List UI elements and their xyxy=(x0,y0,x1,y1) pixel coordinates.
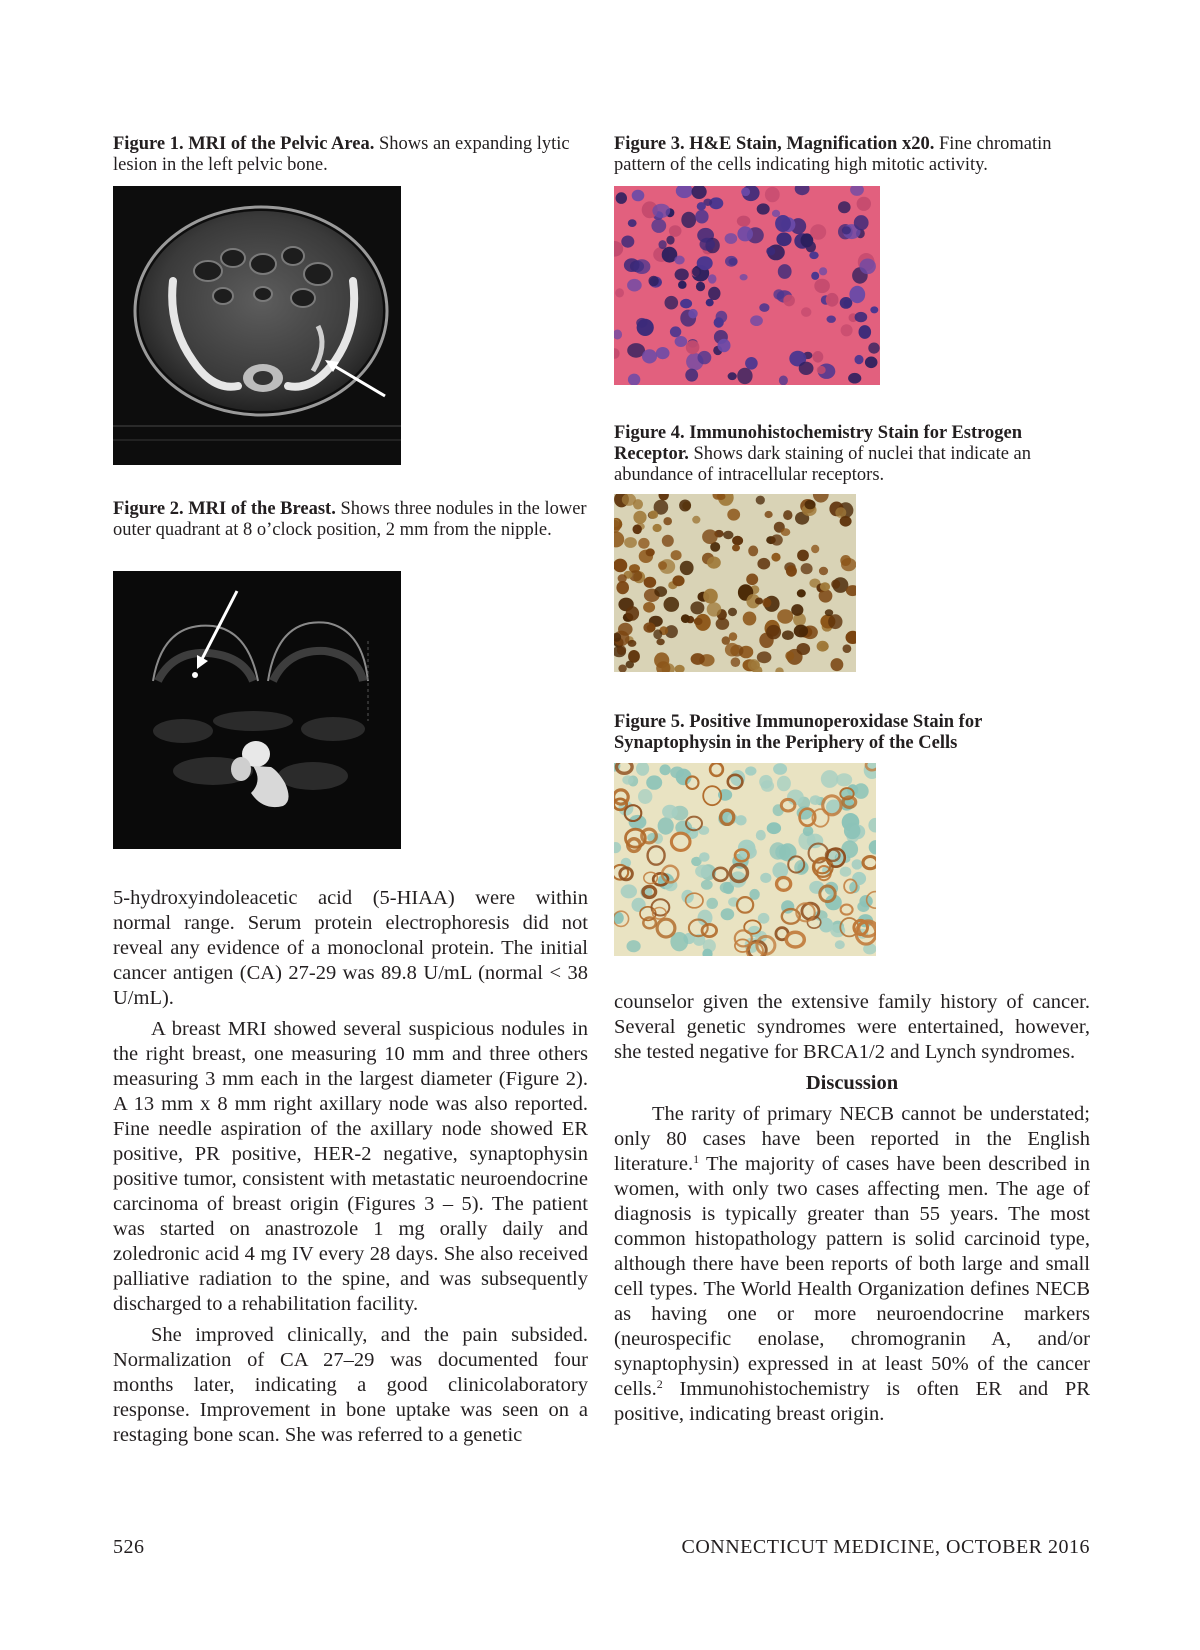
micrograph-cell xyxy=(794,625,808,638)
micrograph-cell xyxy=(652,204,670,218)
micrograph-cell xyxy=(775,215,791,232)
micrograph-cell xyxy=(813,351,824,363)
micrograph-cell xyxy=(782,630,794,640)
micrograph-cell xyxy=(757,203,770,214)
micrograph-cell xyxy=(638,538,649,549)
micrograph-cell xyxy=(621,236,634,248)
micrograph-cell xyxy=(638,789,652,804)
figure-4-er-stain xyxy=(614,494,856,672)
micrograph-cell xyxy=(781,528,791,536)
micrograph-cell xyxy=(761,780,774,792)
micrograph-cell xyxy=(659,240,667,249)
micrograph-cell xyxy=(723,531,733,539)
figure-3-caption xyxy=(614,134,1090,176)
micrograph-cell xyxy=(646,775,662,789)
micrograph-cell xyxy=(807,834,824,849)
right-paragraph-2 xyxy=(614,1102,1090,1427)
micrograph-cell xyxy=(773,763,787,775)
micrograph-cell xyxy=(819,567,828,575)
micrograph-cell xyxy=(671,550,682,560)
micrograph-cell xyxy=(616,581,629,594)
micrograph-cell xyxy=(783,295,795,307)
micrograph-cell xyxy=(855,355,864,364)
micrograph-cell xyxy=(743,612,757,626)
micrograph-cell xyxy=(624,537,637,548)
micrograph-cell xyxy=(817,366,826,374)
micrograph-cell xyxy=(756,830,766,841)
micrograph-cell xyxy=(649,511,658,519)
micrograph-cell xyxy=(708,287,720,300)
micrograph-cell xyxy=(695,865,711,878)
micrograph-cell xyxy=(857,197,871,211)
micrograph-cell xyxy=(697,202,706,210)
micrograph-cell xyxy=(770,842,787,859)
micrograph-cell xyxy=(776,232,791,246)
micrograph-cell xyxy=(801,307,811,317)
micrograph-cell xyxy=(741,188,750,197)
micrograph-cell xyxy=(633,499,643,509)
micrograph-cell xyxy=(840,867,852,877)
micrograph-cell xyxy=(854,215,869,230)
micrograph-cell xyxy=(643,602,655,613)
micrograph-cell xyxy=(759,303,769,312)
micrograph-cell xyxy=(627,279,642,292)
micrograph-cell xyxy=(771,553,780,562)
micrograph-cell xyxy=(727,509,740,521)
micrograph-cell xyxy=(865,357,878,369)
micrograph-cell xyxy=(633,511,646,524)
micrograph-cell xyxy=(760,873,771,883)
micrograph-cell xyxy=(746,574,758,586)
micrograph-cell xyxy=(628,650,640,663)
micrograph-cell xyxy=(737,368,752,384)
figure-1-pelvic-mri xyxy=(113,186,401,465)
micrograph-cell xyxy=(692,516,700,524)
micrograph-cell xyxy=(801,563,813,574)
micrograph-cell xyxy=(820,582,830,591)
micrograph-cell xyxy=(766,625,781,639)
micrograph-cell xyxy=(748,659,760,670)
micrograph-cell xyxy=(643,622,655,632)
right-paragraph-1: counselor given the extensive family history of cancer. Several genetic syndromes were entertained, however, she tested negative for BRCA1/2 and Lynch syndromes. xyxy=(614,991,1090,1063)
micrograph-cell xyxy=(690,601,704,614)
micrograph-cell xyxy=(758,913,770,924)
micrograph-cell xyxy=(748,546,758,557)
micrograph-cell xyxy=(805,500,816,510)
micrograph-cell xyxy=(870,306,878,313)
micrograph-cell xyxy=(809,252,818,260)
figure-4-text: Shows dark staining of nuclei that indicate an abundance of intracellular receptors. xyxy=(614,444,1032,485)
micrograph-cell xyxy=(810,795,821,805)
left-paragraph-1: 5-hydroxyindoleacetic acid (5-HIAA) were within normal range. Serum protein electrophoresis did not reveal any evidence of a monoclonal protein. The initial cancer antigen (CA) 27-29 was 89.8 U/mL (normal < 38 U/mL). xyxy=(113,887,588,1009)
micrograph-cell xyxy=(672,575,684,586)
figure-3-he-stain xyxy=(614,186,880,385)
micrograph-cell xyxy=(624,258,640,272)
micrograph-cell xyxy=(680,299,692,309)
micrograph-cell xyxy=(778,264,792,279)
micrograph-cell xyxy=(688,309,697,319)
micrograph-cell xyxy=(662,805,678,819)
micrograph-cell xyxy=(633,525,642,535)
reference-1: 1 xyxy=(693,1152,700,1166)
micrograph-cell xyxy=(868,343,879,354)
micrograph-cell xyxy=(722,636,730,645)
micrograph-cell xyxy=(675,336,688,347)
micrograph-cell xyxy=(810,224,826,239)
micrograph-cell xyxy=(745,766,756,775)
micrograph-cell xyxy=(648,276,658,286)
micrograph-cell xyxy=(706,898,718,909)
micrograph-cell xyxy=(698,351,712,364)
micrograph-cell xyxy=(725,643,739,657)
micrograph-cell xyxy=(799,362,814,375)
micrograph-cell xyxy=(663,517,672,525)
micrograph-cell xyxy=(836,773,852,786)
micrograph-cell xyxy=(725,233,738,244)
micrograph-cell xyxy=(729,632,737,641)
micrograph-cell xyxy=(740,274,748,280)
micrograph-cell xyxy=(658,817,674,834)
micrograph-cell xyxy=(617,645,626,655)
micrograph-cell xyxy=(669,225,682,237)
micrograph-cell xyxy=(849,286,865,303)
right-body-text xyxy=(614,990,1090,1433)
micrograph-cell xyxy=(718,339,731,352)
micrograph-cell xyxy=(725,256,738,267)
micrograph-cell xyxy=(831,658,844,671)
micrograph-cell xyxy=(696,282,705,292)
micrograph-cell xyxy=(840,297,853,309)
micrograph-cell xyxy=(615,288,624,297)
micrograph-cell xyxy=(728,608,737,616)
micrograph-cell xyxy=(819,267,827,275)
micrograph-cell xyxy=(728,372,737,380)
micrograph-cell xyxy=(791,604,803,616)
micrograph-cell xyxy=(629,815,647,829)
micrograph-cell xyxy=(707,557,721,569)
micrograph-cell xyxy=(656,347,670,359)
micrograph-cell xyxy=(732,544,740,551)
micrograph-cell xyxy=(838,201,851,213)
figure-4-caption xyxy=(614,423,1090,486)
micrograph-cell xyxy=(852,872,866,885)
micrograph-cell xyxy=(626,606,639,621)
micrograph-cell xyxy=(675,269,689,281)
figure-2-caption xyxy=(113,499,588,541)
micrograph-cell xyxy=(842,226,851,234)
micrograph-cell xyxy=(785,651,794,661)
micrograph-cell xyxy=(732,536,743,546)
micrograph-cell xyxy=(817,641,829,652)
left-body-text xyxy=(113,886,588,1454)
micrograph-cell xyxy=(819,589,833,602)
micrograph-cell xyxy=(783,510,792,520)
micrograph-cell xyxy=(646,548,655,556)
micrograph-cell xyxy=(653,524,662,532)
micrograph-cell xyxy=(658,561,667,570)
micrograph-cell xyxy=(644,577,657,588)
figure-5-synaptophysin-stain xyxy=(614,763,876,956)
discussion-text-a: The rarity of primary NECB cannot be understated; only 80 cases have been reported in the English literature. xyxy=(614,1103,1090,1175)
micrograph-cell xyxy=(686,340,700,354)
micrograph-cell xyxy=(848,373,861,384)
micrograph-cell xyxy=(681,614,690,623)
micrograph-cell xyxy=(777,776,791,791)
discussion-heading: Discussion xyxy=(805,1072,899,1094)
micrograph-cell xyxy=(821,770,839,788)
micrograph-cell xyxy=(664,597,680,612)
micrograph-cell xyxy=(841,558,856,571)
micrograph-cell xyxy=(702,529,718,544)
micrograph-cell xyxy=(757,651,772,663)
micrograph-cell xyxy=(855,312,868,322)
micrograph-cell xyxy=(797,550,809,562)
micrograph-cell xyxy=(618,574,627,583)
micrograph-cell xyxy=(772,210,780,217)
micrograph-cell xyxy=(618,623,633,636)
micrograph-cell xyxy=(707,602,722,616)
micrograph-cell xyxy=(662,535,674,547)
micrograph-cell xyxy=(622,775,633,784)
micrograph-cell xyxy=(651,219,666,233)
micrograph-cell xyxy=(637,319,654,336)
micrograph-cell xyxy=(681,212,696,228)
micrograph-cell xyxy=(830,924,845,937)
micrograph-cell xyxy=(632,898,646,912)
micrograph-cell xyxy=(841,324,853,336)
micrograph-cell xyxy=(779,376,788,386)
micrograph-cell xyxy=(685,369,698,382)
micrograph-cell xyxy=(654,586,667,597)
micrograph-cell xyxy=(826,293,839,307)
figure-5-caption xyxy=(614,712,1090,754)
journal-footer: CONNECTICUT MEDICINE, OCTOBER 2016 xyxy=(681,1536,1090,1558)
micrograph-cell xyxy=(692,267,701,277)
micrograph-cell xyxy=(653,629,662,639)
left-paragraph-2: A breast MRI showed several suspicious nodules in the right breast, one measuring 10 mm and three others measuring 3 mm each in the largest diameter (Figure 2). A 13 mm x 8 mm right axillary node was also reported. Fine needle aspiration of the axillary node showed ER positive, PR positive, HER-2 negative, synaptophysin positive tumor, consistent with metastatic neuroendocrine carcinoma of breast origin (Figures 3 – 5). The patient was started on anastrozole 1 mg orally daily and zoledronic acid 4 mg IV every 28 days. She also received palliative radiation to the spine, and was subsequently discharged to a rehabilitation facility. xyxy=(113,1018,588,1315)
micrograph-cell xyxy=(737,226,753,241)
micrograph-cell xyxy=(827,316,836,323)
micrograph-cell xyxy=(767,822,781,834)
micrograph-cell xyxy=(840,516,852,527)
micrograph-cell xyxy=(700,238,716,251)
micrograph-cell xyxy=(699,852,710,861)
micrograph-cell xyxy=(703,589,718,604)
micrograph-cell xyxy=(765,511,773,518)
figure-1-text: Shows an expanding lytic lesion in the left pelvic bone. xyxy=(113,134,570,175)
micrograph-cell xyxy=(628,640,637,647)
micrograph-cell xyxy=(621,884,637,898)
micrograph-cell xyxy=(773,289,784,299)
micrograph-cell xyxy=(665,296,679,310)
micrograph-cell xyxy=(680,561,694,575)
micrograph-cell xyxy=(844,823,861,840)
micrograph-cell xyxy=(831,580,840,589)
micrograph-cell xyxy=(679,500,691,512)
micrograph-cell xyxy=(814,279,830,293)
micrograph-cell xyxy=(828,614,842,629)
micrograph-cell xyxy=(859,325,872,339)
micrograph-cell xyxy=(706,299,714,307)
micrograph-cell xyxy=(642,349,657,363)
micrograph-cell xyxy=(737,216,751,227)
micrograph-cell xyxy=(660,764,671,775)
figure-4-label: Figure 4. Immunohistochemistry Stain for Estrogen Receptor. xyxy=(614,423,1023,464)
micrograph-cell xyxy=(674,256,684,265)
micrograph-cell xyxy=(811,272,819,280)
micrograph-cell xyxy=(811,545,819,553)
figure-2-breast-mri xyxy=(113,571,401,849)
micrograph-cell xyxy=(797,643,811,655)
figure-3-label: Figure 3. H&E Stain, Magnification x20. xyxy=(614,134,935,154)
figure-1-label: Figure 1. MRI of the Pelvic Area. xyxy=(113,134,375,154)
micrograph-cell xyxy=(757,558,770,570)
micrograph-cell xyxy=(656,639,664,646)
micrograph-cell xyxy=(666,236,674,245)
micrograph-cell xyxy=(731,657,741,667)
micrograph-cell xyxy=(616,192,627,204)
micrograph-cell xyxy=(678,281,687,289)
micrograph-cell xyxy=(716,311,728,323)
figure-3-text: Fine chromatin pattern of the cells indicating high mitotic activity. xyxy=(614,134,1052,175)
figure-1-caption xyxy=(113,134,588,176)
micrograph-cell xyxy=(777,609,793,623)
micrograph-cell xyxy=(701,880,713,890)
micrograph-cell xyxy=(765,187,780,202)
micrograph-cell xyxy=(628,219,637,227)
micrograph-cell xyxy=(797,589,806,597)
micrograph-cell xyxy=(708,274,717,283)
micrograph-cell xyxy=(695,210,708,224)
micrograph-cell xyxy=(843,644,852,653)
micrograph-cell xyxy=(762,598,771,608)
micrograph-cell xyxy=(670,326,681,337)
left-paragraph-3: She improved clinically, and the pain subsided. Normalization of CA 27–29 was documented four months later, indicating a good clinicolaboratory response. Improvement in bone uptake was seen on a restaging bone scan. She was referred to a genetic xyxy=(113,1324,588,1446)
micrograph-cell xyxy=(632,190,645,202)
discussion-text-b: The majority of cases have been described in women, with only two cases affecting men. The age of diagnosis is typically greater than 55 years. The most common histopathology pattern is solid carcinoid type, although there have been reports of both large and small cell types. The World Health Organization defines NECB as having one or more neuroendocrine markers (neurospecific enolase, chromogranin A, and/or synaptophysin) expressed in at least 50% of the cancer cells. xyxy=(614,1153,1090,1400)
micrograph-cell xyxy=(860,259,876,275)
micrograph-cell xyxy=(835,940,845,949)
micrograph-cell xyxy=(771,534,783,545)
figure-2-text: Shows three nodules in the lower outer quadrant at 8 o’clock position, 2 mm from the nipple. xyxy=(113,499,587,540)
reference-2: 2 xyxy=(656,1377,663,1391)
micrograph-cell xyxy=(786,565,797,576)
micrograph-cell xyxy=(721,908,735,920)
micrograph-cell xyxy=(691,653,705,665)
figure-2-label: Figure 2. MRI of the Breast. xyxy=(113,499,336,519)
micrograph-cell xyxy=(750,315,763,326)
micrograph-cell xyxy=(694,618,703,625)
micrograph-cell xyxy=(825,609,833,616)
page-number: 526 xyxy=(113,1536,145,1558)
micrograph-cell xyxy=(766,247,775,256)
discussion-text-c: Immunohistochemistry is often ER and PR positive, indicating breast origin. xyxy=(614,1378,1090,1425)
figure-5-label: Figure 5. Positive Immunoperoxidase Stain for Synaptophysin in the Periphery of the Cells xyxy=(614,712,982,753)
micrograph-cell xyxy=(756,496,765,505)
micrograph-cell xyxy=(745,357,758,370)
micrograph-cell xyxy=(627,940,641,952)
micrograph-cell xyxy=(755,598,763,605)
micrograph-cell xyxy=(852,859,863,869)
